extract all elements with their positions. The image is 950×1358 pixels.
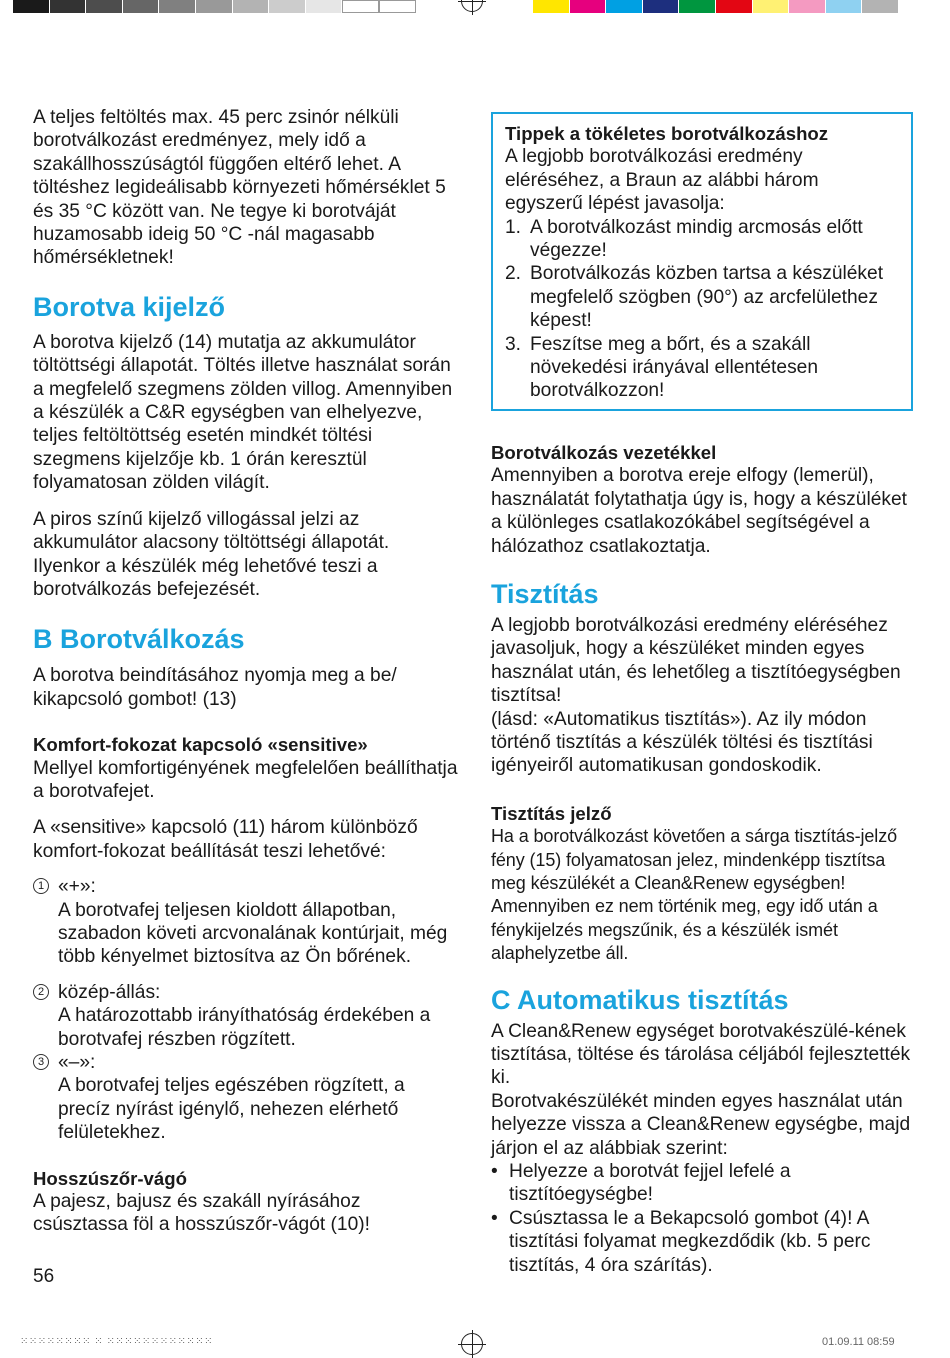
footer-file-info: ⁙⁙⁙⁙⁙⁙⁙⁙ ⁙ ⁙⁙⁙⁙⁙⁙⁙⁙⁙⁙⁙⁙ [20,1336,214,1347]
color-swatch [716,0,753,13]
gray-swatch [123,0,160,13]
color-swatch [753,0,790,13]
gray-swatch [196,0,233,13]
gray-swatch [159,0,196,13]
gray-swatch [342,0,379,13]
circled-number-3-icon: 3 [33,1054,49,1070]
comfort-heading: Komfort-fokozat kapcsoló «sensitive» [33,734,368,756]
tips-list-item: 1. A borotválkozást mindig arcmosás előtt végezze! [505,216,863,262]
cleaning-paragraph-1: A legjobb borotválkozási eredmény eléréséhez javasoljuk, hogy a készüléket minden egyes használat után, és lehetőleg a tisztítóegységben tisztítsa! [491,614,901,707]
circled-number-2-icon: 2 [33,984,49,1000]
mode-item [33,1051,458,1145]
intro-paragraph: A teljes feltöltés max. 45 perc zsinór nélküli borotválkozást eredményez, mely idő a szakállhosszúságtól függően eltérő lehet. A töltéshez legideálisabb környezeti hőmérséklet 5 és 35 °C között van. Ne tegye ki borotváját huzamosabb ideig 50 °C -nál magasabb hőmérsékletnek! [33,107,446,269]
gray-swatch [86,0,123,13]
gray-swatch [269,0,306,13]
gray-swatch [379,0,416,13]
gray-swatch [13,0,50,13]
calibration-strip-color [533,0,899,13]
gray-swatch [50,0,87,13]
footer-timestamp: 01.09.11 08:59 [822,1336,895,1348]
auto-bullet-list [491,1160,913,1277]
mode-text: A határozottabb irányíthatóság érdekében a borotvafej részben rögzített. [58,1005,431,1050]
tips-intro: A legjobb borotválkozási eredmény eléréséhez, a Braun az alábbi három egyszerű lépést javasolja: [505,146,819,215]
mode-item [33,875,458,969]
color-swatch [606,0,643,13]
color-swatch [862,0,899,13]
mode-label: «–»: [58,1052,96,1073]
display-paragraph-2: A piros színű kijelző villogással jelzi az akkumulátor alacsony töltöttségi állapotát. Ilyenkor a készülék még lehetővé teszi a borotválkozás befejezését. [33,508,390,600]
cord-text: Amennyiben a borotva ereje elfogy (lemerül), használatát folytathatja úgy is, hogy a készüléket a különleges csatlakozókábel segítségével a hálózathoz csatlakoztatja. [491,465,907,557]
left-column [33,106,458,1237]
tips-heading: Tippek a tökéletes borotválkozáshoz [505,123,829,144]
cord-heading: Borotválkozás vezetékkel [491,441,717,463]
color-swatch [789,0,826,13]
circled-number-1-icon: 1 [33,878,49,894]
color-swatch [570,0,607,13]
tips-box [491,112,913,411]
shaving-paragraph: A borotva beindításához nyomja meg a be/ kikapcsoló gombot! (13) [33,665,397,710]
trimmer-heading: Hosszúszőr-vágó [33,1167,187,1189]
switch-text: A «sensitive» kapcsoló (11) három különböző komfort-fokozat beállítását teszi lehetővé: [33,817,418,862]
page-number: 56 [33,1266,55,1287]
mode-text: A borotvafej teljesen kioldott állapotban, szabadon követi arcvonalának kontúrjait, még több kényelmet biztosítva az Ön bőrének. [58,899,448,968]
color-swatch [679,0,716,13]
gray-swatch [306,0,343,13]
tips-list [505,216,899,403]
registration-mark-icon [461,1333,483,1355]
display-paragraph-1: A borotva kijelző (14) mutatja az akkumulátor töltöttségi állapotát. Töltés illetve használat során a megfelelő szegmens zölden villog. Amennyiben a készülék a C&R egységben van elhelyezve, teljes feltöltöttség esetén mindkét töltési szegmens kijelzője kb. 1 órán keresztül folyamatosan zölden világít. [33,331,453,494]
auto-paragraph-1: A Clean&Renew egységet borotvakészülé-kének tisztítása, töltése és tárolása céljából fejlesztették ki. [491,1020,911,1089]
registration-mark-icon [461,0,483,12]
tips-list-item: 2. Borotválkozás közben tartsa a készüléket megfelelő szögben (90°) az arcfelülethez képest! [505,263,884,332]
cleaning-paragraph-2: (lásd: «Automatikus tisztítás»). Az ily módon történő tisztítás a készülék töltési és tisztítási igényeiről automatikusan gondoskodik. [491,708,873,777]
comfort-text: Mellyel komfortigényének megfelelően beállíthatja a borotvafejet. [33,757,458,802]
mode-item [33,981,458,1051]
trimmer-text: A pajesz, bajusz és szakáll nyírásához csúsztassa föl a hosszúszőr-vágót (10)! [33,1191,370,1236]
mode-label: közép-állás: [58,981,161,1003]
calibration-strip-grayscale [13,0,416,13]
color-swatch [533,0,570,13]
right-column [491,106,913,1277]
bullet-item: • Helyezze a borotvát fejjel lefelé a tisztítóegységbe! [491,1160,913,1207]
mode-text: A borotvafej teljes egészében rögzített, a precíz nyírást igénylő, nehezen elérhető felületekhez. [58,1075,405,1144]
section-title-shaving: B Borotválkozás [33,624,245,655]
color-swatch [643,0,680,13]
section-title-display: Borotva kijelző [33,291,226,322]
section-title-cleaning: Tisztítás [491,578,599,609]
mode-label: «+»: [58,876,96,898]
tips-list-item: 3. Feszítse meg a bőrt, és a szakáll növekedési irányával ellentétesen borotválkozzon! [505,333,818,402]
indicator-heading: Tisztítás jelző [491,802,612,824]
gray-swatch [233,0,270,13]
section-title-auto-cleaning: C Automatikus tisztítás [491,984,789,1015]
bullet-item: • Csúsztassa le a Bekapcsoló gombot (4)! A tisztítási folyamat megkezdődik (kb. 5 perc tisztítás, 4 óra szárítás). [491,1207,913,1277]
auto-paragraph-2: Borotvakészülékét minden egyes használat után helyezze vissza a Clean&Renew egységbe, majd járjon el az alábbiak szerint: [491,1090,911,1159]
color-swatch [826,0,863,13]
indicator-text: Ha a borotválkozást követően a sárga tisztítás-jelző fény (15) folyamatosan jelez, mindenképp tisztítsa meg készülékét a Clean&Renew egységben! Amennyiben ez nem történik meg, egy idő után a fénykijelzés megszűnik, és a készülék ismét alaphelyzetbe áll. [491,826,898,964]
